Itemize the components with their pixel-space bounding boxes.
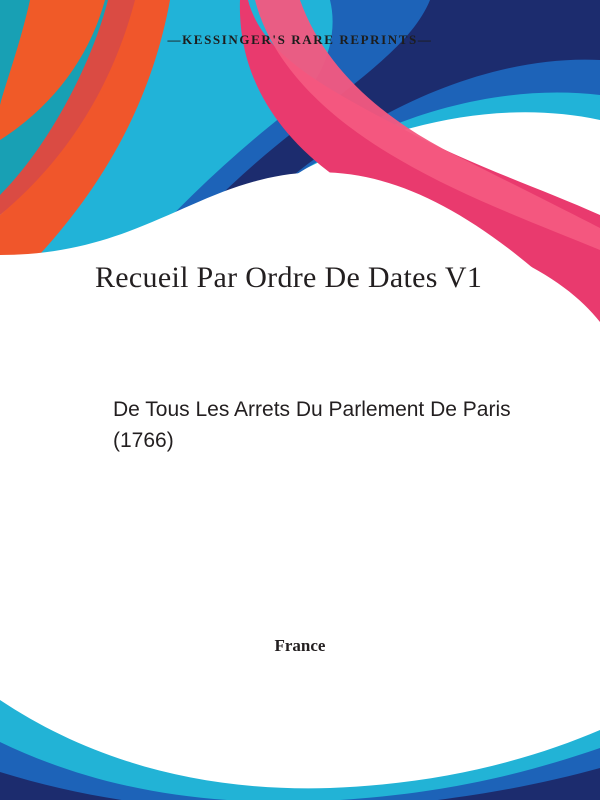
cover-text-block	[95, 258, 515, 457]
author-name: France	[274, 636, 326, 655]
page-title: Recueil Par Ordre De Dates V1	[95, 261, 483, 294]
publisher-imprint: —KESSINGER'S RARE REPRINTS—	[167, 32, 433, 47]
page-subtitle: De Tous Les Arrets Du Parlement De Paris (1766)	[113, 397, 511, 453]
